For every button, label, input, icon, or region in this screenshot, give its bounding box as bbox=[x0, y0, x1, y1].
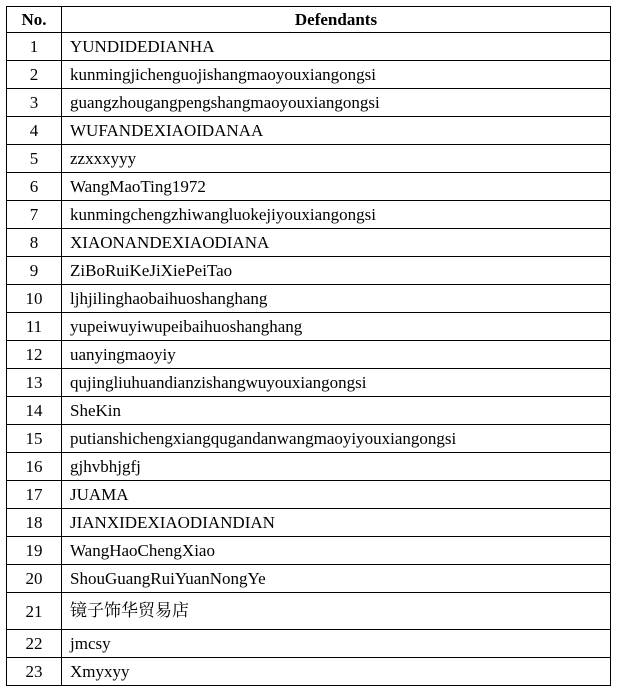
defendant-name: kunmingjichenguojishangmaoyouxiangongsi bbox=[62, 61, 611, 89]
row-number: 22 bbox=[7, 630, 62, 658]
table-row bbox=[7, 173, 611, 201]
defendant-name: qujingliuhuandianzishangwuyouxiangongsi bbox=[62, 369, 611, 397]
row-number: 5 bbox=[7, 145, 62, 173]
defendant-name: YUNDIDEDIANHA bbox=[62, 33, 611, 61]
defendant-name: WUFANDEXIAOIDANAA bbox=[62, 117, 611, 145]
table-row bbox=[7, 369, 611, 397]
row-number: 12 bbox=[7, 341, 62, 369]
row-number: 17 bbox=[7, 481, 62, 509]
row-number: 21 bbox=[7, 593, 62, 630]
defendant-name: ZiBoRuiKeJiXiePeiTao bbox=[62, 257, 611, 285]
row-number: 11 bbox=[7, 313, 62, 341]
row-number: 23 bbox=[7, 658, 62, 686]
row-number: 6 bbox=[7, 173, 62, 201]
table-row bbox=[7, 509, 611, 537]
defendant-name: JUAMA bbox=[62, 481, 611, 509]
table-row bbox=[7, 61, 611, 89]
defendant-name: Xmyxyy bbox=[62, 658, 611, 686]
defendant-name: yupeiwuyiwupeibaihuoshanghang bbox=[62, 313, 611, 341]
row-number: 19 bbox=[7, 537, 62, 565]
table-row bbox=[7, 89, 611, 117]
table-row bbox=[7, 481, 611, 509]
table-row bbox=[7, 630, 611, 658]
defendant-name: XIAONANDEXIAODIANA bbox=[62, 229, 611, 257]
defendant-name: JIANXIDEXIAODIANDIAN bbox=[62, 509, 611, 537]
defendant-name: ljhjilinghaobaihuoshanghang bbox=[62, 285, 611, 313]
defendant-name: kunmingchengzhiwangluokejiyouxiangongsi bbox=[62, 201, 611, 229]
row-number: 4 bbox=[7, 117, 62, 145]
table-row bbox=[7, 313, 611, 341]
defendant-name: WangMaoTing1972 bbox=[62, 173, 611, 201]
defendant-name: SheKin bbox=[62, 397, 611, 425]
row-number: 9 bbox=[7, 257, 62, 285]
table-row bbox=[7, 453, 611, 481]
table-row bbox=[7, 397, 611, 425]
table-row bbox=[7, 537, 611, 565]
defendant-name: jmcsy bbox=[62, 630, 611, 658]
defendant-name: gjhvbhjgfj bbox=[62, 453, 611, 481]
defendant-name: putianshichengxiangqugandanwangmaoyiyouxiangongsi bbox=[62, 425, 611, 453]
table-header-row bbox=[7, 7, 611, 33]
row-number: 13 bbox=[7, 369, 62, 397]
table-row bbox=[7, 658, 611, 686]
table-row bbox=[7, 201, 611, 229]
table-row bbox=[7, 565, 611, 593]
row-number: 3 bbox=[7, 89, 62, 117]
table-row bbox=[7, 341, 611, 369]
defendant-name: WangHaoChengXiao bbox=[62, 537, 611, 565]
table-row bbox=[7, 425, 611, 453]
defendant-name: uanyingmaoyiy bbox=[62, 341, 611, 369]
header-no: No. bbox=[7, 7, 62, 33]
row-number: 20 bbox=[7, 565, 62, 593]
defendant-name: zzxxxyyy bbox=[62, 145, 611, 173]
row-number: 14 bbox=[7, 397, 62, 425]
row-number: 18 bbox=[7, 509, 62, 537]
table-row bbox=[7, 33, 611, 61]
table-row bbox=[7, 593, 611, 630]
table-row bbox=[7, 117, 611, 145]
table-row bbox=[7, 229, 611, 257]
table-row bbox=[7, 257, 611, 285]
defendant-name: ShouGuangRuiYuanNongYe bbox=[62, 565, 611, 593]
row-number: 16 bbox=[7, 453, 62, 481]
table-row bbox=[7, 285, 611, 313]
row-number: 7 bbox=[7, 201, 62, 229]
header-defendants: Defendants bbox=[62, 7, 611, 33]
row-number: 8 bbox=[7, 229, 62, 257]
table-row bbox=[7, 145, 611, 173]
row-number: 2 bbox=[7, 61, 62, 89]
row-number: 15 bbox=[7, 425, 62, 453]
row-number: 10 bbox=[7, 285, 62, 313]
row-number: 1 bbox=[7, 33, 62, 61]
defendants-table bbox=[6, 6, 611, 686]
defendant-name: guangzhougangpengshangmaoyouxiangongsi bbox=[62, 89, 611, 117]
defendant-name: 镜子饰华贸易店 bbox=[62, 593, 611, 630]
